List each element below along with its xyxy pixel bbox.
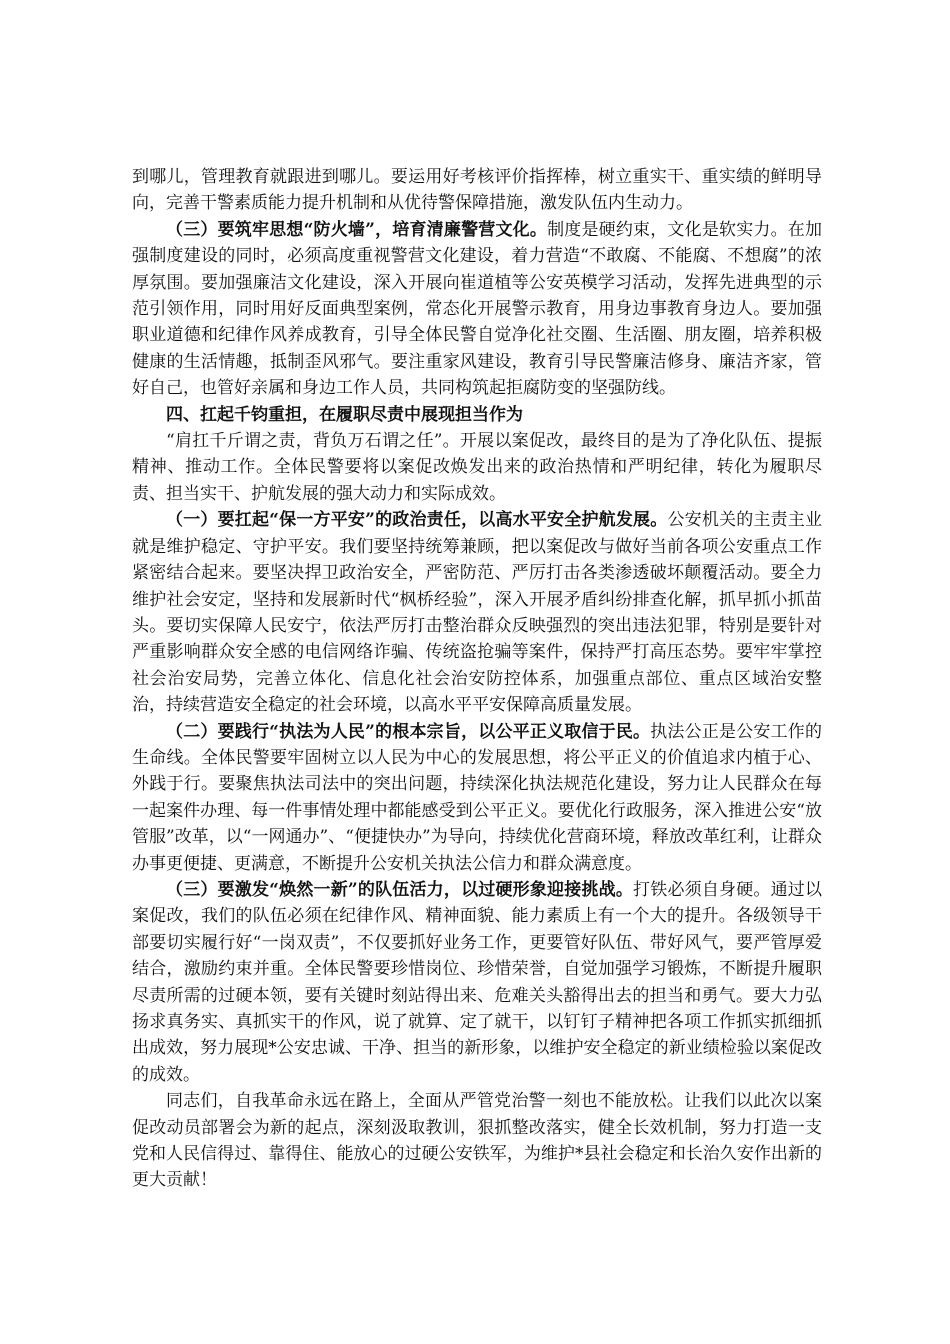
paragraph-section-1-safety — [132, 507, 822, 718]
section-heading: （三）要激发“焕然一新”的队伍活力，以过硬形象迎接挑战。 — [166, 879, 634, 900]
paragraph-body: 打铁必须自身硬。通过以案促改，我们的队伍必须在纪律作风、精神面貌、能力素质上有一个大的提升。各级领导干部要切实履行好“一岗双责”，不仅要抓好业务工作，更要管好队伍、带好风气，要严管厚爱结合，激励约束并重。全体民警要珍惜岗位、珍惜荣誉，自觉加强学习锻炼，不断提升履职尽责所需的过硬本领，要有关键时刻站得出来、危难关头豁得出去的担当和勇气。要大力弘扬求真务实、真抓实干的作风，说了就算、定了就干，以钉钉子精神把各项工作抓实抓细抓出成效，努力展现*公安忠诚、干净、担当的新形象，以维护安全稳定的新业绩检验以案促改的成效。 — [132, 879, 823, 1085]
paragraph-section-2-justice — [132, 719, 822, 877]
paragraph-section-3-team — [132, 877, 822, 1088]
section-heading: （一）要扛起“保一方平安”的政治责任，以高水平安全护航发展。 — [166, 510, 668, 531]
chapter-heading: 四、扛起千钧重担，在履职尽责中展现担当作为 — [166, 404, 523, 425]
paragraph-intro: “肩扛千斤谓之责，背负万石谓之任”。开展以案促改，最终目的是为了净化队伍、提振精神、推动工作。全体民警要将以案促改焕发出来的政治热情和严明纪律，转化为履职尽责、担当实干、护航发展的强大动力和实际成效。 — [132, 431, 822, 504]
paragraph-conclusion: 同志们，自我革命永远在路上，全面从严管党治警一刻也不能放松。让我们以此次以案促改动员部署会为新的起点，深刻汲取教训，狠抓整改落实，健全长效机制，努力打造一支党和人民信得过、靠得住、能放心的过硬公安铁军，为维护*县社会稳定和长治久安作出新的更大贡献！ — [132, 1091, 822, 1191]
paragraph-continuation: 到哪儿，管理教育就跟进到哪儿。要运用好考核评价指挥棒，树立重实干、重实绩的鲜明导向，完善干警素质能力提升机制和从优待警保障措施，激发队伍内生动力。 — [132, 167, 822, 214]
paragraph-section-3-culture — [132, 217, 822, 402]
section-heading: （三）要筑牢思想“防火墙”，培育清廉警营文化。 — [166, 219, 548, 240]
paragraph-body: 公安机关的主责主业就是维护稳定、守护平安。我们要坚持统筹兼顾，把以案促改与做好当前各项公安重点工作紧密结合起来。要坚决捍卫政治安全，严密防范、严厉打击各类渗透破坏颠覆活动。要全力维护社会安定，坚持和发展新时代“枫桥经验”，深入开展矛盾纠纷排查化解，抓早抓小抓苗头。要切实保障人民安宁，依法严厉打击整治群众反映强烈的突出违法犯罪，特别是要针对严重影响群众安全感的电信网络诈骗、传统盗抢骗等案件，保持严打高压态势。要牢牢掌控社会治安局势，完善立体化、信息化社会治安防控体系，加强重点部位、重点区域治安整治，持续营造安全稳定的社会环境，以高水平平安保障高质量发展。 — [132, 510, 823, 716]
section-heading: （二）要践行“执法为人民”的根本宗旨，以公平正义取信于民。 — [166, 721, 651, 742]
paragraph-body: 执法公正是公安工作的生命线。全体民警要牢固树立以人民为中心的发展思想，将公平正义的价值追求内植于心、外践于行。要聚焦执法司法中的突出问题，持续深化执法规范化建设，努力让人民群众在每一起案件办理、每一件事情处理中都能感受到公平正义。要优化行政服务，深入推进公安“放管服”改革，以“一网通办”、“便捷快办”为导向，持续优化营商环境，释放改革红利，让群众办事更便捷、更满意，不断提升公安机关执法公信力和群众满意度。 — [132, 721, 822, 874]
paragraph-body: 制度是硬约束，文化是软实力。在加强制度建设的同时，必须高度重视警营文化建设，着力营造“不敢腐、不能腐、不想腐”的浓厚氛围。要加强廉洁文化建设，深入开展向崔道植等公安英模学习活动，发挥先进典型的示范引领作用，同时用好反面典型案例，常态化开展警示教育，用身边事教育身边人。要加强职业道德和纪律作风养成教育，引导全体民警自觉净化社交圈、生活圈、朋友圈，培养积极健康的生活情趣，抵制歪风邪气。要注重家风建设，教育引导民警廉洁修身、廉洁齐家，管好自己，也管好亲属和身边工作人员，共同构筑起拒腐防变的坚强防线。 — [132, 219, 822, 399]
document-page — [132, 164, 822, 1194]
